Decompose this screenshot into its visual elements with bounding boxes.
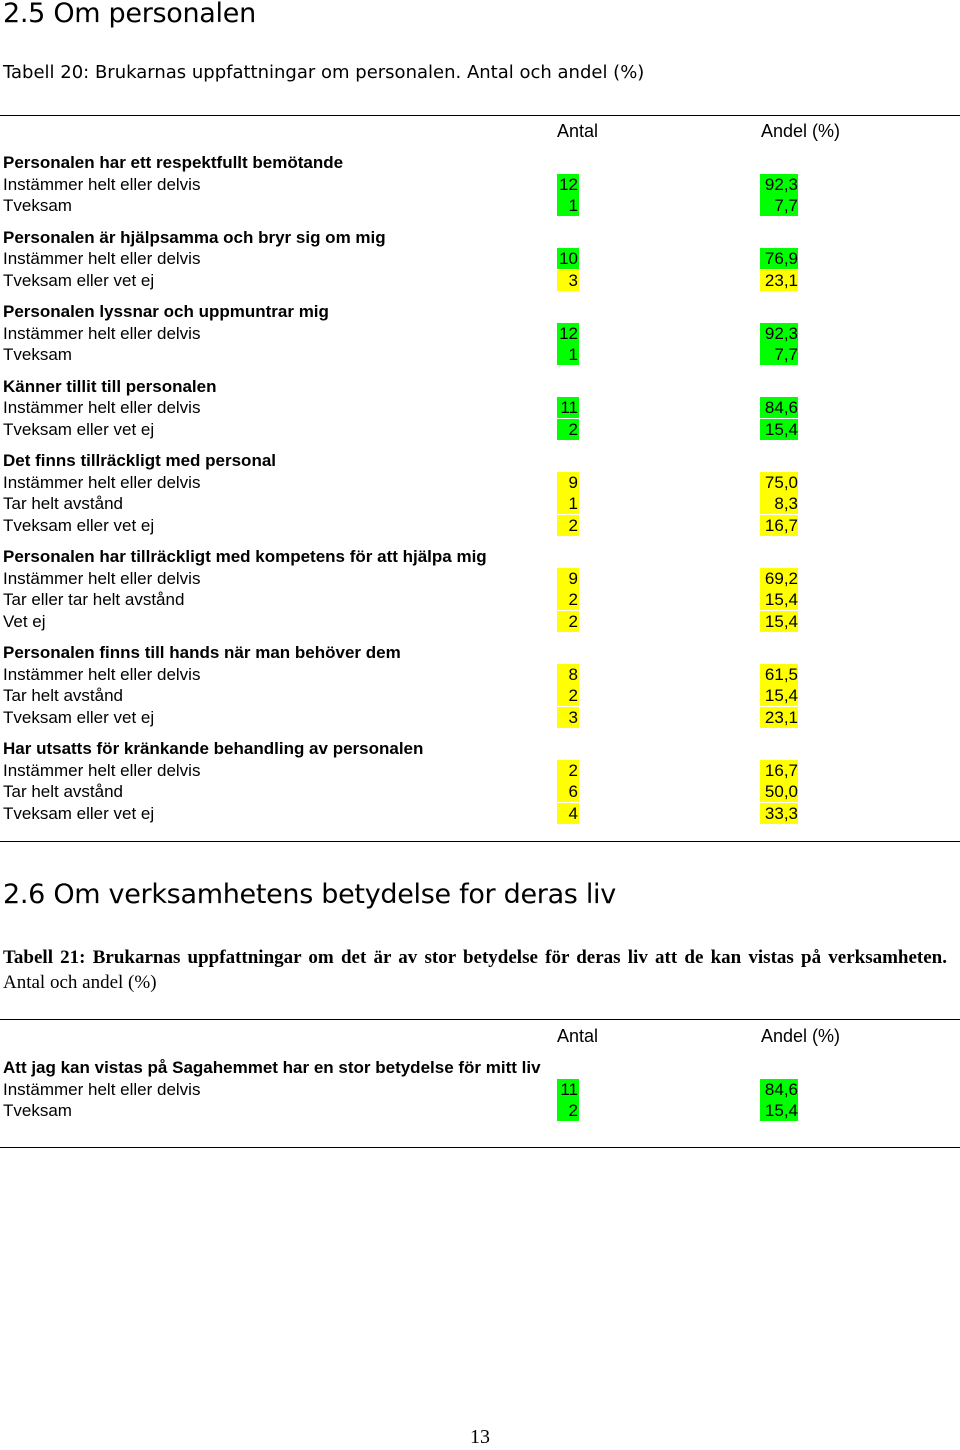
count-cell: 11 bbox=[557, 397, 579, 418]
count-cell: 2 bbox=[557, 589, 579, 610]
question-title: Det finns tillräckligt med personal bbox=[3, 451, 277, 470]
count-cell: 2 bbox=[557, 760, 579, 781]
table-row bbox=[0, 803, 960, 825]
answer-label: Tveksam eller vet ej bbox=[3, 419, 155, 439]
question-group bbox=[0, 152, 960, 217]
table-20-caption: Tabell 20: Brukarnas uppfattningar om personalen. Antal och andel (%) bbox=[3, 62, 645, 83]
table-20-header bbox=[0, 121, 960, 147]
count-cell: 2 bbox=[557, 685, 579, 706]
table-row bbox=[0, 174, 960, 196]
table-row bbox=[0, 664, 960, 686]
count-cell: 11 bbox=[557, 1079, 579, 1100]
table-row bbox=[0, 568, 960, 590]
question-title: Personalen lyssnar och uppmuntrar mig bbox=[3, 302, 329, 321]
count-cell: 12 bbox=[557, 323, 579, 344]
question-group bbox=[0, 450, 960, 536]
answer-label: Tveksam eller vet ej bbox=[3, 270, 155, 290]
answer-label: Tveksam eller vet ej bbox=[3, 707, 155, 727]
percent-cell: 7,7 bbox=[760, 195, 798, 216]
count-cell: 1 bbox=[557, 195, 579, 216]
table-21-top-rule bbox=[0, 1019, 960, 1020]
answer-label: Tveksam eller vet ej bbox=[3, 803, 155, 823]
count-cell: 10 bbox=[557, 248, 579, 269]
question-title: Personalen har tillräckligt med kompetens för att hjälpa mig bbox=[3, 547, 487, 566]
percent-cell: 75,0 bbox=[760, 472, 798, 493]
answer-label: Instämmer helt eller delvis bbox=[3, 398, 201, 417]
table-row bbox=[0, 344, 960, 366]
count-cell: 9 bbox=[557, 568, 579, 589]
count-cell: 4 bbox=[557, 803, 579, 824]
section-heading-betydelse: 2.6 Om verksamhetens betydelse for deras liv bbox=[3, 879, 616, 910]
percent-cell: 33,3 bbox=[760, 803, 798, 824]
table-20-top-rule bbox=[0, 115, 960, 116]
col-header-antal: Antal bbox=[557, 121, 599, 141]
answer-label: Tveksam bbox=[3, 345, 72, 364]
count-cell: 8 bbox=[557, 664, 579, 685]
count-cell: 2 bbox=[557, 515, 579, 536]
table-row bbox=[0, 472, 960, 494]
percent-cell: 15,4 bbox=[760, 685, 798, 706]
table-20 bbox=[0, 121, 960, 834]
table-row bbox=[0, 195, 960, 217]
percent-cell: 76,9 bbox=[760, 248, 798, 269]
table-20-bottom-rule bbox=[0, 841, 960, 842]
col-header-antal: Antal bbox=[557, 1026, 599, 1046]
percent-cell: 92,3 bbox=[760, 174, 798, 195]
count-cell: 3 bbox=[557, 270, 579, 291]
percent-cell: 84,6 bbox=[760, 1079, 798, 1100]
question-group bbox=[0, 546, 960, 632]
count-cell: 12 bbox=[557, 174, 579, 195]
percent-cell: 16,7 bbox=[760, 760, 798, 781]
percent-cell: 15,4 bbox=[760, 419, 798, 440]
table-row bbox=[0, 493, 960, 515]
question-title: Känner tillit till personalen bbox=[3, 376, 217, 396]
table-row bbox=[0, 611, 960, 633]
table-21-header bbox=[0, 1026, 960, 1052]
page-number: 13 bbox=[470, 1426, 490, 1448]
question-group bbox=[0, 1057, 960, 1122]
table-21-bottom-rule bbox=[0, 1147, 960, 1148]
answer-label: Vet ej bbox=[3, 611, 46, 631]
answer-label: Instämmer helt eller delvis bbox=[3, 174, 201, 194]
count-cell: 9 bbox=[557, 472, 579, 493]
count-cell: 6 bbox=[557, 781, 579, 802]
question-title: Personalen har ett respektfullt bemötande bbox=[3, 153, 344, 172]
table-row bbox=[0, 419, 960, 441]
table-row bbox=[0, 270, 960, 292]
answer-label: Instämmer helt eller delvis bbox=[3, 760, 201, 780]
answer-label: Tveksam bbox=[3, 1101, 72, 1120]
table-row bbox=[0, 589, 960, 611]
answer-label: Tar helt avstånd bbox=[3, 782, 124, 801]
percent-cell: 16,7 bbox=[760, 515, 798, 536]
question-group bbox=[0, 738, 960, 824]
percent-cell: 23,1 bbox=[760, 270, 798, 291]
percent-cell: 69,2 bbox=[760, 568, 798, 589]
answer-label: Tveksam bbox=[3, 196, 72, 215]
answer-label: Instämmer helt eller delvis bbox=[3, 664, 201, 684]
percent-cell: 8,3 bbox=[760, 493, 798, 514]
table-row bbox=[0, 1079, 960, 1101]
answer-label: Tar eller tar helt avstånd bbox=[3, 590, 185, 609]
count-cell: 2 bbox=[557, 419, 579, 440]
question-title: Har utsatts för kränkande behandling av personalen bbox=[3, 739, 424, 758]
col-header-andel: Andel (%) bbox=[761, 1026, 841, 1046]
question-group bbox=[0, 227, 960, 292]
table-21-body bbox=[0, 1057, 960, 1122]
table-row bbox=[0, 707, 960, 729]
percent-cell: 50,0 bbox=[760, 781, 798, 802]
table-21-caption bbox=[3, 945, 947, 995]
question-group bbox=[0, 301, 960, 366]
table-row bbox=[0, 248, 960, 270]
table-row bbox=[0, 1100, 960, 1122]
answer-label: Instämmer helt eller delvis bbox=[3, 472, 201, 492]
answer-label: Instämmer helt eller delvis bbox=[3, 323, 201, 343]
table-row bbox=[0, 515, 960, 537]
percent-cell: 7,7 bbox=[760, 344, 798, 365]
count-cell: 2 bbox=[557, 611, 579, 632]
count-cell: 3 bbox=[557, 707, 579, 728]
percent-cell: 15,4 bbox=[760, 1100, 798, 1121]
table-21-caption-bold: Tabell 21: Brukarnas uppfattningar om det är av stor betydelse för deras liv att de kan vistas på verksamheten. bbox=[3, 947, 947, 968]
answer-label: Instämmer helt eller delvis bbox=[3, 249, 201, 268]
question-title: Personalen är hjälpsamma och bryr sig om mig bbox=[3, 227, 386, 247]
percent-cell: 84,6 bbox=[760, 397, 798, 418]
count-cell: 2 bbox=[557, 1100, 579, 1121]
table-row bbox=[0, 781, 960, 803]
count-cell: 1 bbox=[557, 493, 579, 514]
table-row bbox=[0, 760, 960, 782]
table-row bbox=[0, 685, 960, 707]
answer-label: Instämmer helt eller delvis bbox=[3, 1079, 201, 1099]
col-header-andel: Andel (%) bbox=[761, 121, 841, 141]
question-group bbox=[0, 376, 960, 441]
table-20-body bbox=[0, 152, 960, 824]
percent-cell: 15,4 bbox=[760, 589, 798, 610]
table-row bbox=[0, 323, 960, 345]
percent-cell: 23,1 bbox=[760, 707, 798, 728]
table-row bbox=[0, 397, 960, 419]
count-cell: 1 bbox=[557, 344, 579, 365]
percent-cell: 15,4 bbox=[760, 611, 798, 632]
table-21-caption-rest: Antal och andel (%) bbox=[3, 972, 157, 993]
percent-cell: 92,3 bbox=[760, 323, 798, 344]
answer-label: Tar helt avstånd bbox=[3, 686, 124, 705]
table-21 bbox=[0, 1026, 960, 1132]
answer-label: Tar helt avstånd bbox=[3, 494, 124, 513]
percent-cell: 61,5 bbox=[760, 664, 798, 685]
answer-label: Instämmer helt eller delvis bbox=[3, 568, 201, 588]
answer-label: Tveksam eller vet ej bbox=[3, 515, 155, 535]
question-group bbox=[0, 642, 960, 728]
question-title: Personalen finns till hands när man behöver dem bbox=[3, 643, 401, 662]
question-title: Att jag kan vistas på Sagahemmet har en stor betydelse för mitt liv bbox=[3, 1058, 541, 1077]
section-heading-personalen: 2.5 Om personalen bbox=[3, 0, 256, 29]
